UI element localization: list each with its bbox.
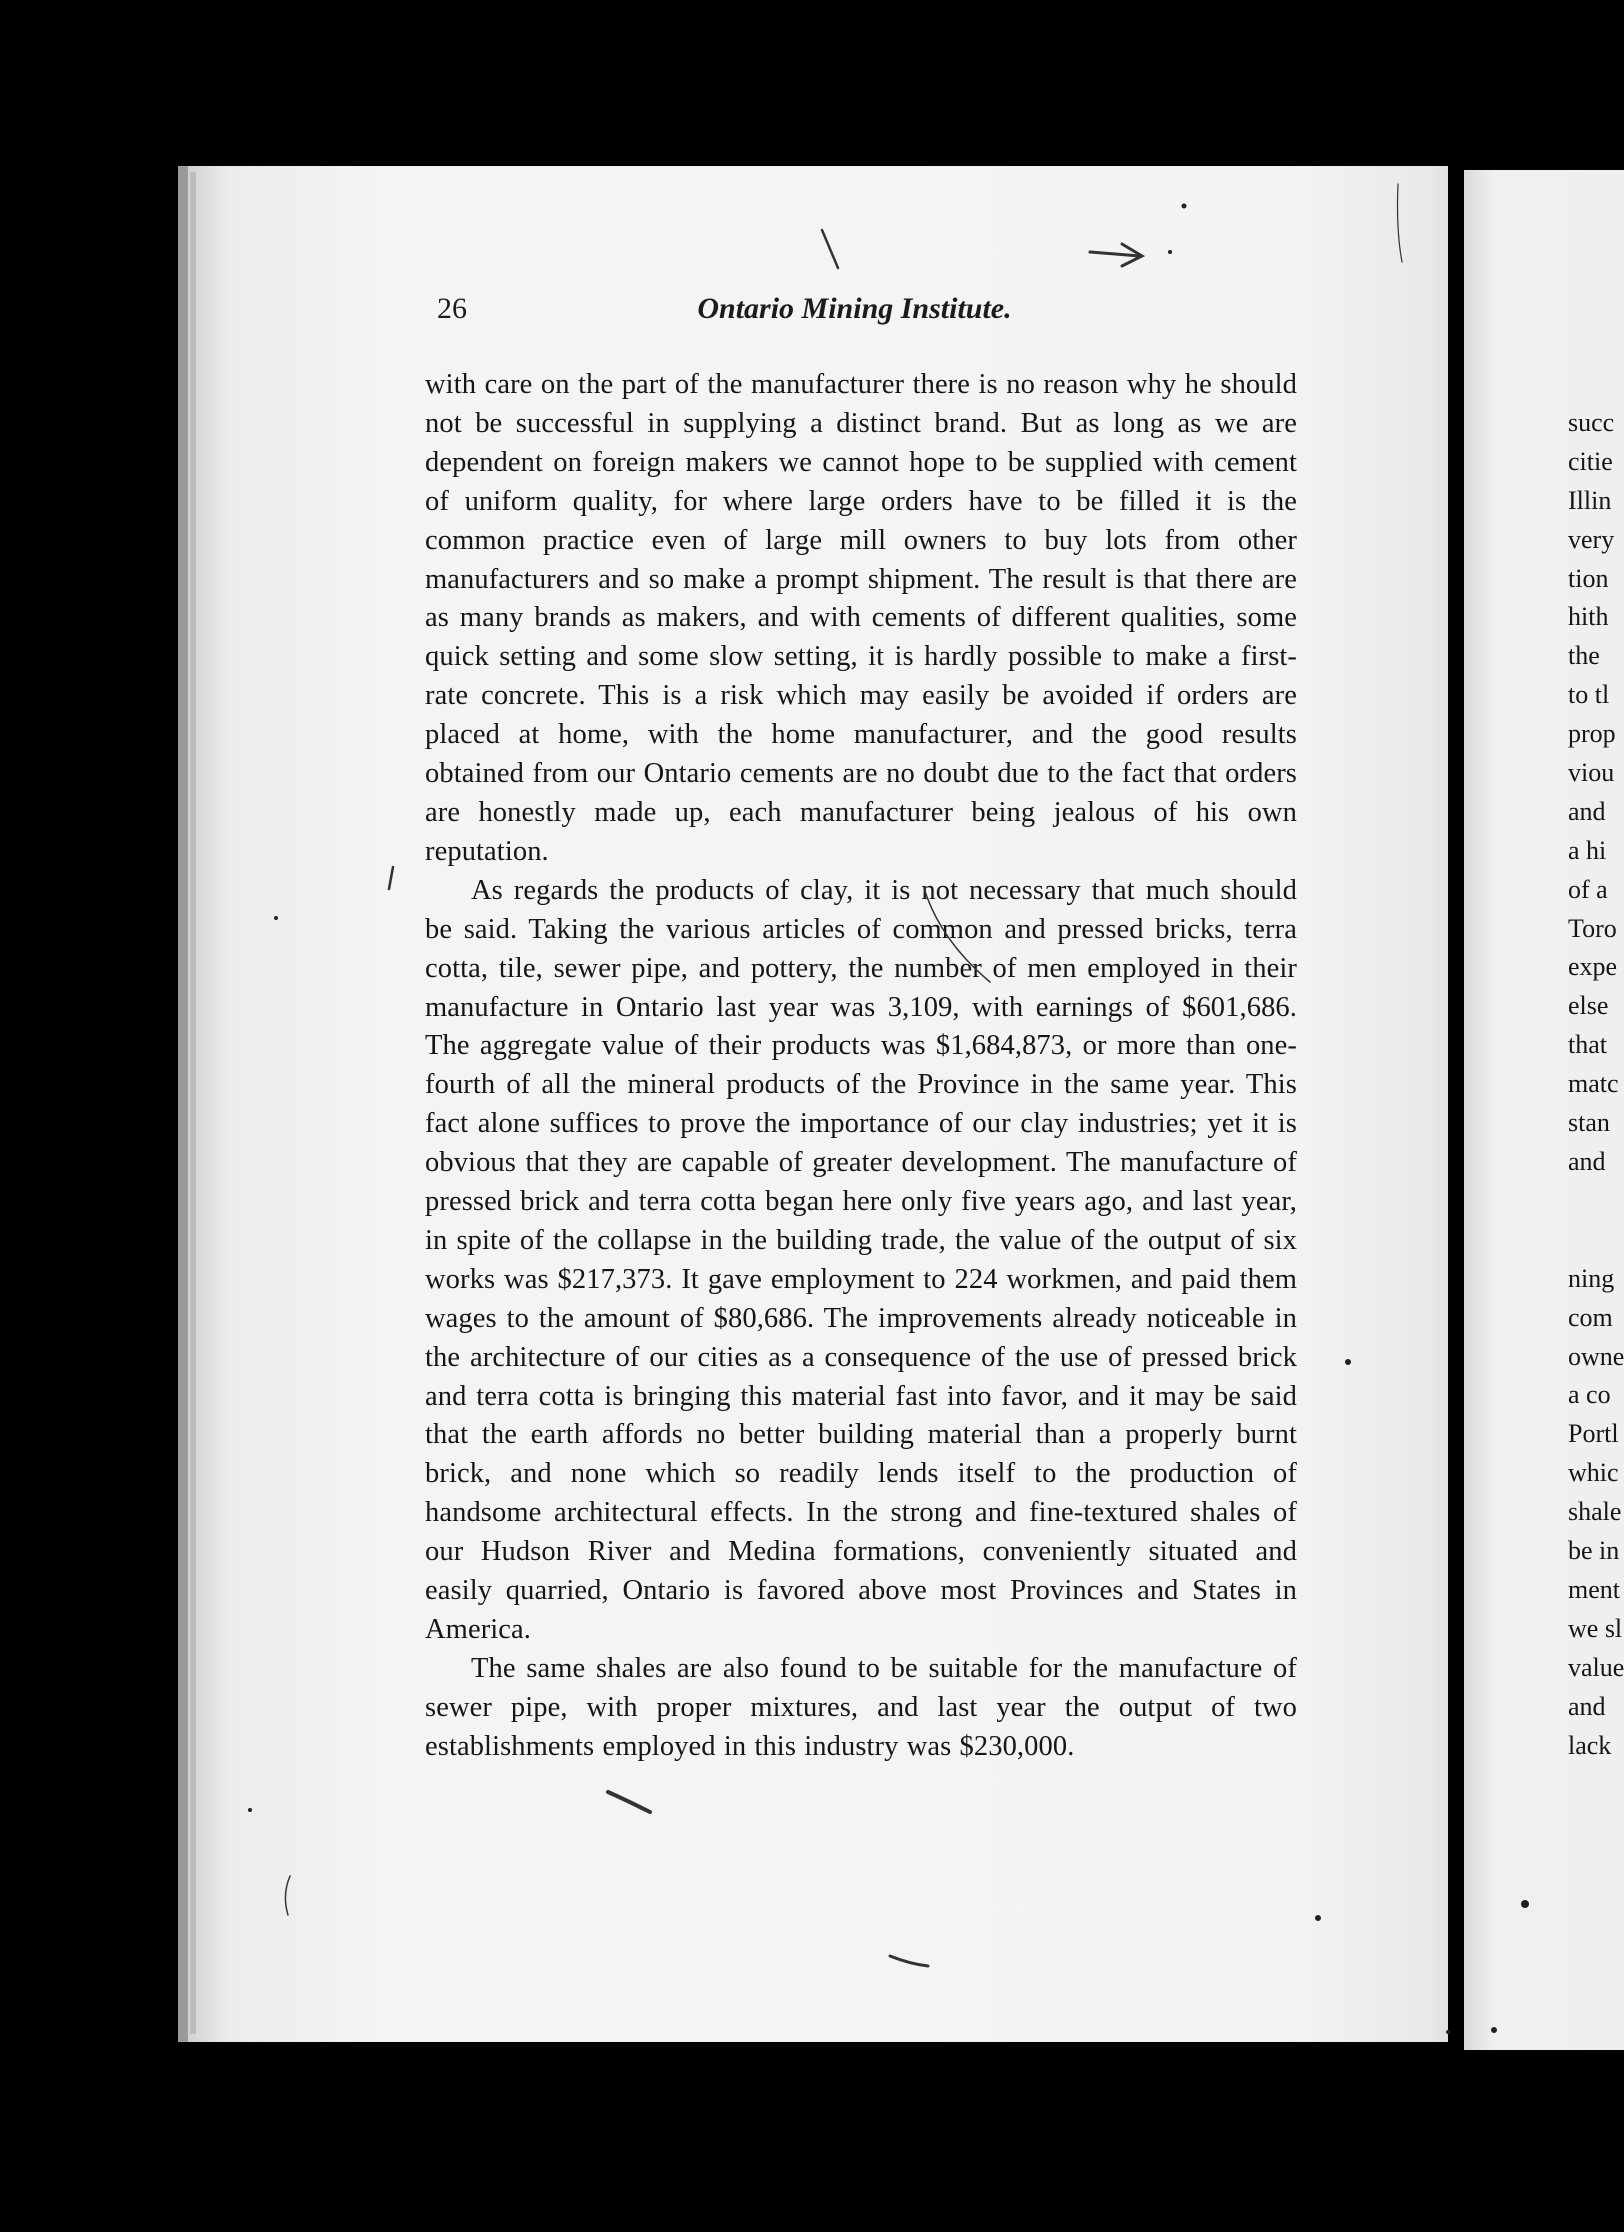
right-page-fragment: of a [1568,874,1608,904]
paragraph: with care on the part of the manufacturer there is no reason why he should not be successful in supplying a distinct brand. But as long as we are dependent on foreign makers we cannot hope to be supplied with cement of uniform quality, for where large orders have to be filled it is the common practice even of large mill owners to buy lots from other manufacturers and so make a prompt shipment. The result is that there are as many brands as makers, and with cements of different qualities, some quick setting and some slow setting, it is hardly possible to make a first-rate concrete. This is a risk which may easily be avoided if orders are placed at home, with the home manufacturer, and the good results obtained from our Ontario cements are no doubt due to the fact that orders are honestly made up, each manufacturer being jealous of his own reputation. [425,369,1297,867]
right-page-fragment: succ [1568,408,1615,437]
right-page-fragment: expe [1568,952,1618,982]
right-page-fragment: Illin [1568,485,1612,515]
right-page-fragment: value [1568,1652,1624,1682]
right-page-fragment: and [1568,1146,1606,1176]
right-page-fragment: else [1568,991,1609,1021]
right-page-fragment: a hi [1568,835,1607,865]
right-page-fragment: tion [1568,563,1609,593]
right-page-fragment: and [1568,796,1606,826]
right-page-fragment: viou [1568,758,1615,788]
right-page-fragment: hith [1568,602,1609,632]
right-page-fragment: be in [1568,1536,1620,1566]
right-page-fragment: prop [1568,719,1616,749]
right-page-fragment: citie [1568,446,1613,476]
right-page-fragment: shale [1568,1497,1622,1527]
right-page-fragment: a co [1568,1380,1611,1410]
right-page-fragment: ning [1568,1263,1615,1293]
right-page-fragment: the [1568,641,1600,671]
right-page-fragment: whic [1568,1458,1619,1488]
right-page-fragment: ment [1568,1574,1620,1604]
page-number: 26 [437,292,467,325]
right-page-fragment: Portl [1568,1419,1619,1449]
paragraph: As regards the products of clay, it is not necessary that much should be said. Taking the various articles of common and pressed bricks, terra cotta, tile, sewer pipe, and pottery, the number of men employed in their manufacture in Ontario last year was 3,109, with earnings of $601,686. The aggregate value of their products was $1,684,873, or more than one-fourth of all the mineral products of the Province in the same year. This fact alone suffices to prove the importance of our clay industries; yet it is obvious that they are capable of greater development. The manufacture of pressed brick and terra cotta began here only five years ago, and last year, in spite of the collapse in the building trade, the value of the output of six works was $217,373. It gave employment to 224 workmen, and paid them wages to the amount of $80,686. The improvements already noticeable in the architecture of our cities as a consequence of the use of pressed brick and terra cotta is bringing this material fast into favor, and it may be said that the earth affords no better building material than a properly burnt brick, and none which so readily lends itself to the production of handsome architectural effects. In the strong and fine-textured shales of our Hudson River and Medina formations, conveniently situated and easily quarried, Ontario is favored above most Provinces and States in America. [425,874,1297,1645]
right-page-fragment: lack [1568,1730,1612,1760]
right-page-fragment: owne [1568,1341,1624,1371]
right-page-fragment: we sl [1568,1613,1623,1643]
right-page-fragment: stan [1568,1108,1610,1138]
paragraph: The same shales are also found to be suitable for the manufacture of sewer pipe, with proper mixtures, and last year the output of two establishments employed in this industry was $230,000. [425,1652,1297,1762]
right-page-fragment: Toro [1568,913,1617,943]
right-page-fragment: and [1568,1691,1606,1721]
right-page-fragment: that [1568,1030,1607,1060]
running-head: Ontario Mining Institute. [697,292,1012,325]
right-page-fragment: com [1568,1302,1613,1332]
right-page-fragment: to tl [1568,680,1610,710]
right-page-fragment: very [1568,524,1615,554]
right-page-fragment: matc [1568,1069,1619,1099]
